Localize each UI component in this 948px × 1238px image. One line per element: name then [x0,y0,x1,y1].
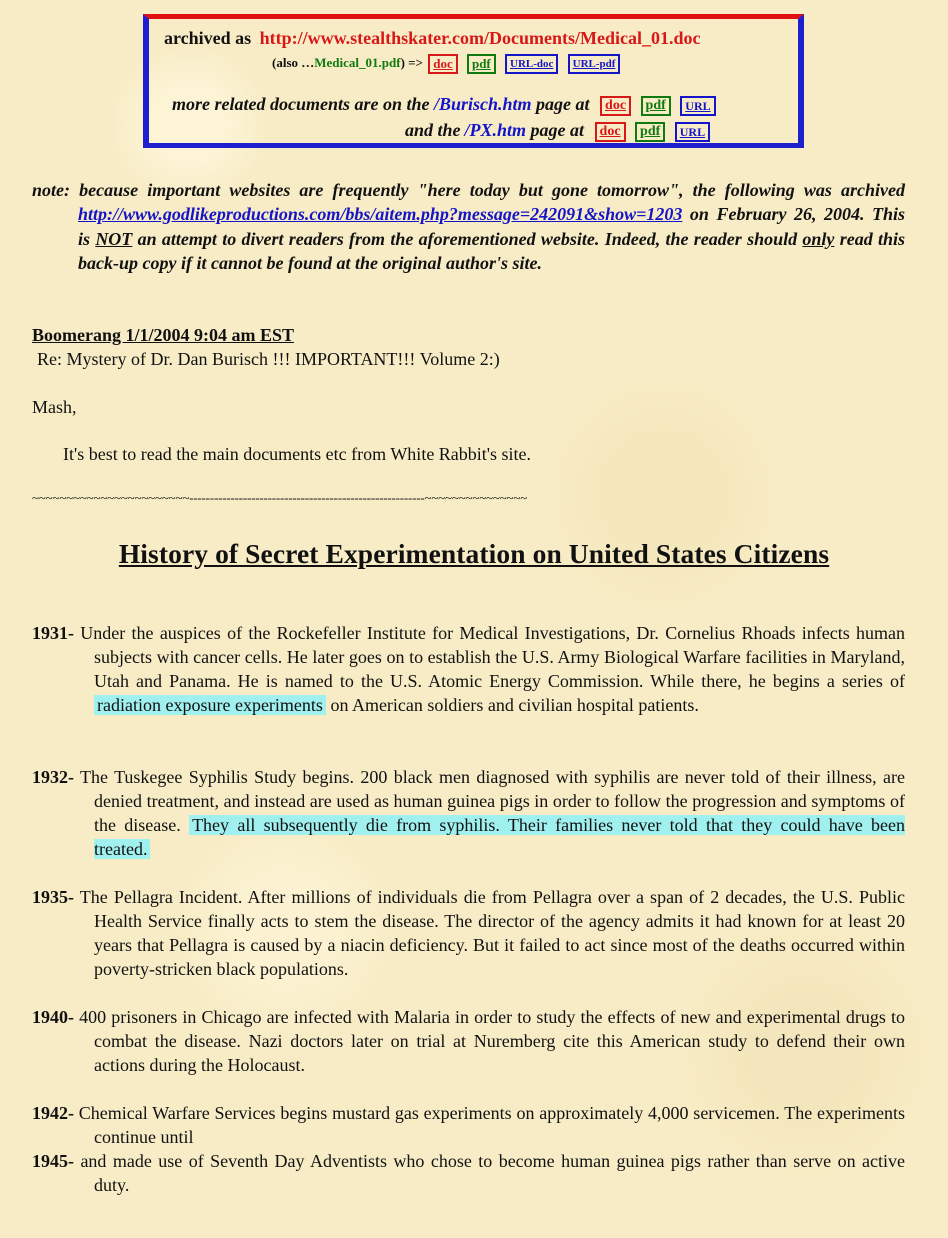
note-only: only [802,228,835,249]
related-text: more related documents are on the [172,94,430,114]
burisch-url-button[interactable]: URL [680,96,715,116]
px-doc-button[interactable]: doc [595,122,626,142]
note-text-1: because important websites are frequently "here today but gone tomorrow", the following was archived [79,180,905,200]
entry-1940 [32,1005,905,1077]
archive-line [164,28,700,49]
burisch-doc-button[interactable]: doc [600,96,631,116]
entry-1932 [32,765,905,861]
doc-button[interactable]: doc [428,54,458,74]
entry-text-b: on American soldiers and civilian hospital patients. [330,695,699,715]
note-text-4: read this back-up copy if it cannot be found at the original author's site. [78,228,906,274]
px-url-button[interactable]: URL [675,122,710,142]
entry-1931 [32,621,905,717]
article-title: History of Secret Experimentation on United States Citizens [118,538,830,569]
post-byline: Boomerang 1/1/2004 9:04 am EST [32,325,295,345]
also-suffix: ) => [400,54,423,70]
also-file-link[interactable]: Medical_01.pdf [314,54,401,70]
burisch-pdf-button[interactable]: pdf [641,96,671,116]
entry-text: 400 prisoners in Chicago are infected with Malaria in order to study the effects of new and experimental drugs to combat the disease. Nazi doctors later on trial at Nuremberg cite this American study to defend their own actions during the Holocaust. [79,1007,906,1075]
entry-text: and made use of Seventh Day Adventists who chose to become human guinea pigs rather than serve on active duty. [80,1151,906,1195]
entry-year: 1945- [32,1151,74,1171]
archive-url-link[interactable]: http://www.stealthskater.com/Documents/Medical_01.doc [259,28,701,48]
entry-text: The Pellagra Incident. After millions of individuals die from Pellagra over a span of 2 decades, the U.S. Public Health Service finally acts to stem the disease. The director of the agency admits it had known for at least 20 years that Pellagra is caused by a niacin deficiency. But it failed to act since most of the deaths occurred within poverty-stricken black populations. [79,887,905,979]
px-page-at-text: page at [530,120,585,140]
post-divider: ~~~~~~~~~~~~~~~~~~~~~~~---------------------------------------------------------~~~~~~~~~~~~~~~ [32,490,528,505]
note-not: NOT [95,228,133,249]
entry-year: 1935- [32,887,74,907]
entry-year: 1940- [32,1007,74,1027]
px-link[interactable]: /PX.htm [464,120,527,140]
entry-text: Chemical Warfare Services begins mustard gas experiments on approximately 4,000 servicemen. The experiments continue until [78,1103,905,1147]
also-line [272,54,620,74]
and-the-text: and the [405,120,461,140]
entry-1945 [32,1149,905,1197]
entry-year: 1931- [32,623,74,643]
px-line [405,120,710,142]
note-label: note: [32,180,70,200]
entry-1935 [32,885,905,981]
page-at-text: page at [536,94,590,114]
burisch-line [172,94,716,116]
also-prefix: (also … [272,54,315,70]
url-pdf-button[interactable]: URL-pdf [568,54,621,74]
post-subject: Re: Mystery of Dr. Dan Burisch !!! IMPORTANT!!! Volume 2:) [37,349,500,369]
post-greeting: Mash, [32,397,77,417]
note-text-2: on February 26, 2004. This is [78,204,905,249]
pdf-button[interactable]: pdf [467,54,496,74]
entry-text: Under the auspices of the Rockefeller Institute for Medical Investigations, Dr. Cornelius Rhoads infects human subjects with cancer cells. He later goes on to establish the U.S. Army Biological Warfare facilities in Maryland, Utah and Panama. He is named to the U.S. Atomic Energy Commission. While there, he begins a series of [80,623,906,691]
px-pdf-button[interactable]: pdf [635,122,665,142]
archived-label: archived as [164,28,252,48]
entry-highlight: They all subsequently die from syphilis. Their families never told that they could have been treated. [94,815,906,859]
entry-1942 [32,1101,905,1149]
source-url-link[interactable]: http://www.godlikeproductions.com/bbs/aitem.php?message=242091&show=1203 [78,204,683,225]
archive-note [32,178,905,276]
post-body: It's best to read the main documents etc from White Rabbit's site. [63,444,532,464]
burisch-link[interactable]: /Burisch.htm [434,94,532,114]
entry-text: The Tuskegee Syphilis Study begins. 200 black men diagnosed with syphilis are never told of their illness, are denied treatment, and instead are used as human guinea pigs in order to follow the progression and symptoms of the disease. [80,767,906,835]
entry-year: 1932- [32,767,74,787]
entry-year: 1942- [32,1103,74,1123]
note-text-3: an attempt to divert readers from the aforementioned website. Indeed, the reader should [137,228,798,249]
url-doc-button[interactable]: URL-doc [505,54,558,74]
entry-highlight: radiation exposure experiments [94,695,326,715]
